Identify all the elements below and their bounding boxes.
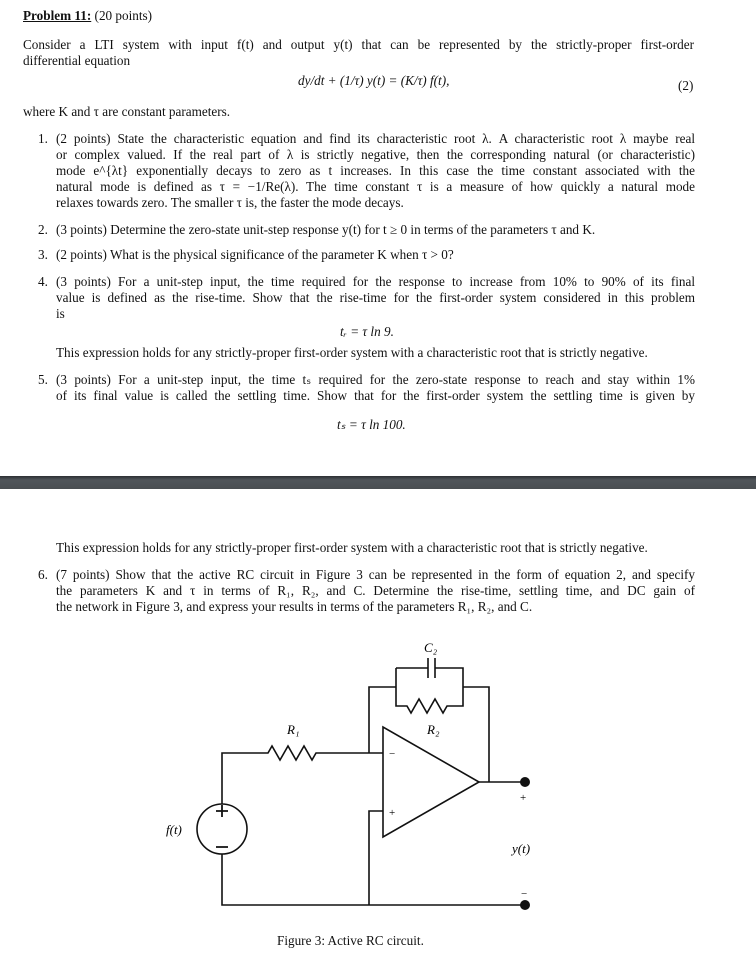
output-terminal-positive [520, 777, 530, 787]
item-6: (7 points) Show that the active RC circuit in Figure 3 can be represented in the form of equation 2, and specify the parameters K and τ in terms of R₁, R₂, and C. Determine the rise-time, settling time, and DC gain of the network in Figure 3, and express your results in terms of the parameters R₁, R₂, and C. [56, 567, 695, 614]
item-4: (3 points) For a unit-step input, the time required for the response to increase from 10% to 90% of its final value is defined as the rise-time. Show that the rise-time for the first-order system considered in this problem is [56, 274, 695, 321]
noninverting-label: + [389, 807, 396, 819]
item-number: 4. [38, 274, 48, 289]
rise-time-equation: tᵣ = τ ln 9. [340, 324, 394, 339]
noninverting-wire [369, 811, 383, 905]
item-number: 5. [38, 372, 48, 387]
settling-time-equation: tₛ = τ ln 100. [337, 417, 406, 432]
item-number: 6. [38, 567, 48, 582]
output-plus-label: + [520, 792, 527, 804]
equation-number: (2) [678, 78, 694, 93]
inverting-label: − [389, 748, 396, 760]
figure-caption: Figure 3: Active RC circuit. [277, 933, 424, 948]
r2-label: R₂ [427, 722, 440, 737]
intro-line-1: Consider a LTI system with input f(t) and output y(t) that can be represented by the strictly-proper first-order [23, 37, 694, 52]
where-text: where K and τ are constant parameters. [23, 104, 231, 119]
carry-over-text: This expression holds for any strictly-proper first-order system with a characteristic root that is strictly negative. [56, 540, 648, 555]
item-5: (3 points) For a unit-step input, the time tₛ required for the zero-state response to reach and stay within 1% of its final value is called the settling time. Show that for the first-order system the settling time is given by [56, 372, 695, 403]
r1-label: R₁ [287, 722, 300, 737]
problem-heading: Problem 11: (20 points) [23, 8, 153, 23]
item-1: (2 points) State the characteristic equation and find its characteristic root λ. A characteristic root λ maybe real or complex valued. If the real part of λ is strictly negative, then the corresponding natural (or characteristic) mode e^{λt} exponentially decays to zero as t increases. In this case the time constant associated with the natural mode is defined as τ = −1/Re(λ). The time constant τ is a measure of how quickly a natural mode relaxes towards zero. The smaller τ is, the faster the mode decays. [56, 131, 695, 210]
r1-resistor [222, 746, 383, 804]
item-3: (2 points) What is the physical significance of the parameter K when τ > 0? [56, 247, 454, 262]
op-amp [383, 727, 479, 837]
item-number: 3. [38, 247, 48, 262]
intro-line-2: differential equation [23, 53, 131, 68]
item-2: (3 points) Determine the zero-state unit-step response y(t) for t ≥ 0 in terms of the parameters τ and K. [56, 222, 596, 237]
output-label: y(t) [512, 841, 531, 856]
item-4-note: This expression holds for any strictly-proper first-order system with a characteristic root that is strictly negative. [56, 345, 648, 360]
source-label: f(t) [166, 822, 182, 837]
equation-2: dy/dt + (1/τ) y(t) = (K/τ) f(t), [298, 73, 450, 88]
c2-label: C₂ [424, 640, 438, 655]
ground-wire [222, 854, 528, 905]
item-number: 1. [38, 131, 48, 146]
output-terminal-negative [520, 900, 530, 910]
c2-capacitor [428, 658, 435, 678]
output-minus-label: − [521, 888, 528, 900]
item-number: 2. [38, 222, 48, 237]
